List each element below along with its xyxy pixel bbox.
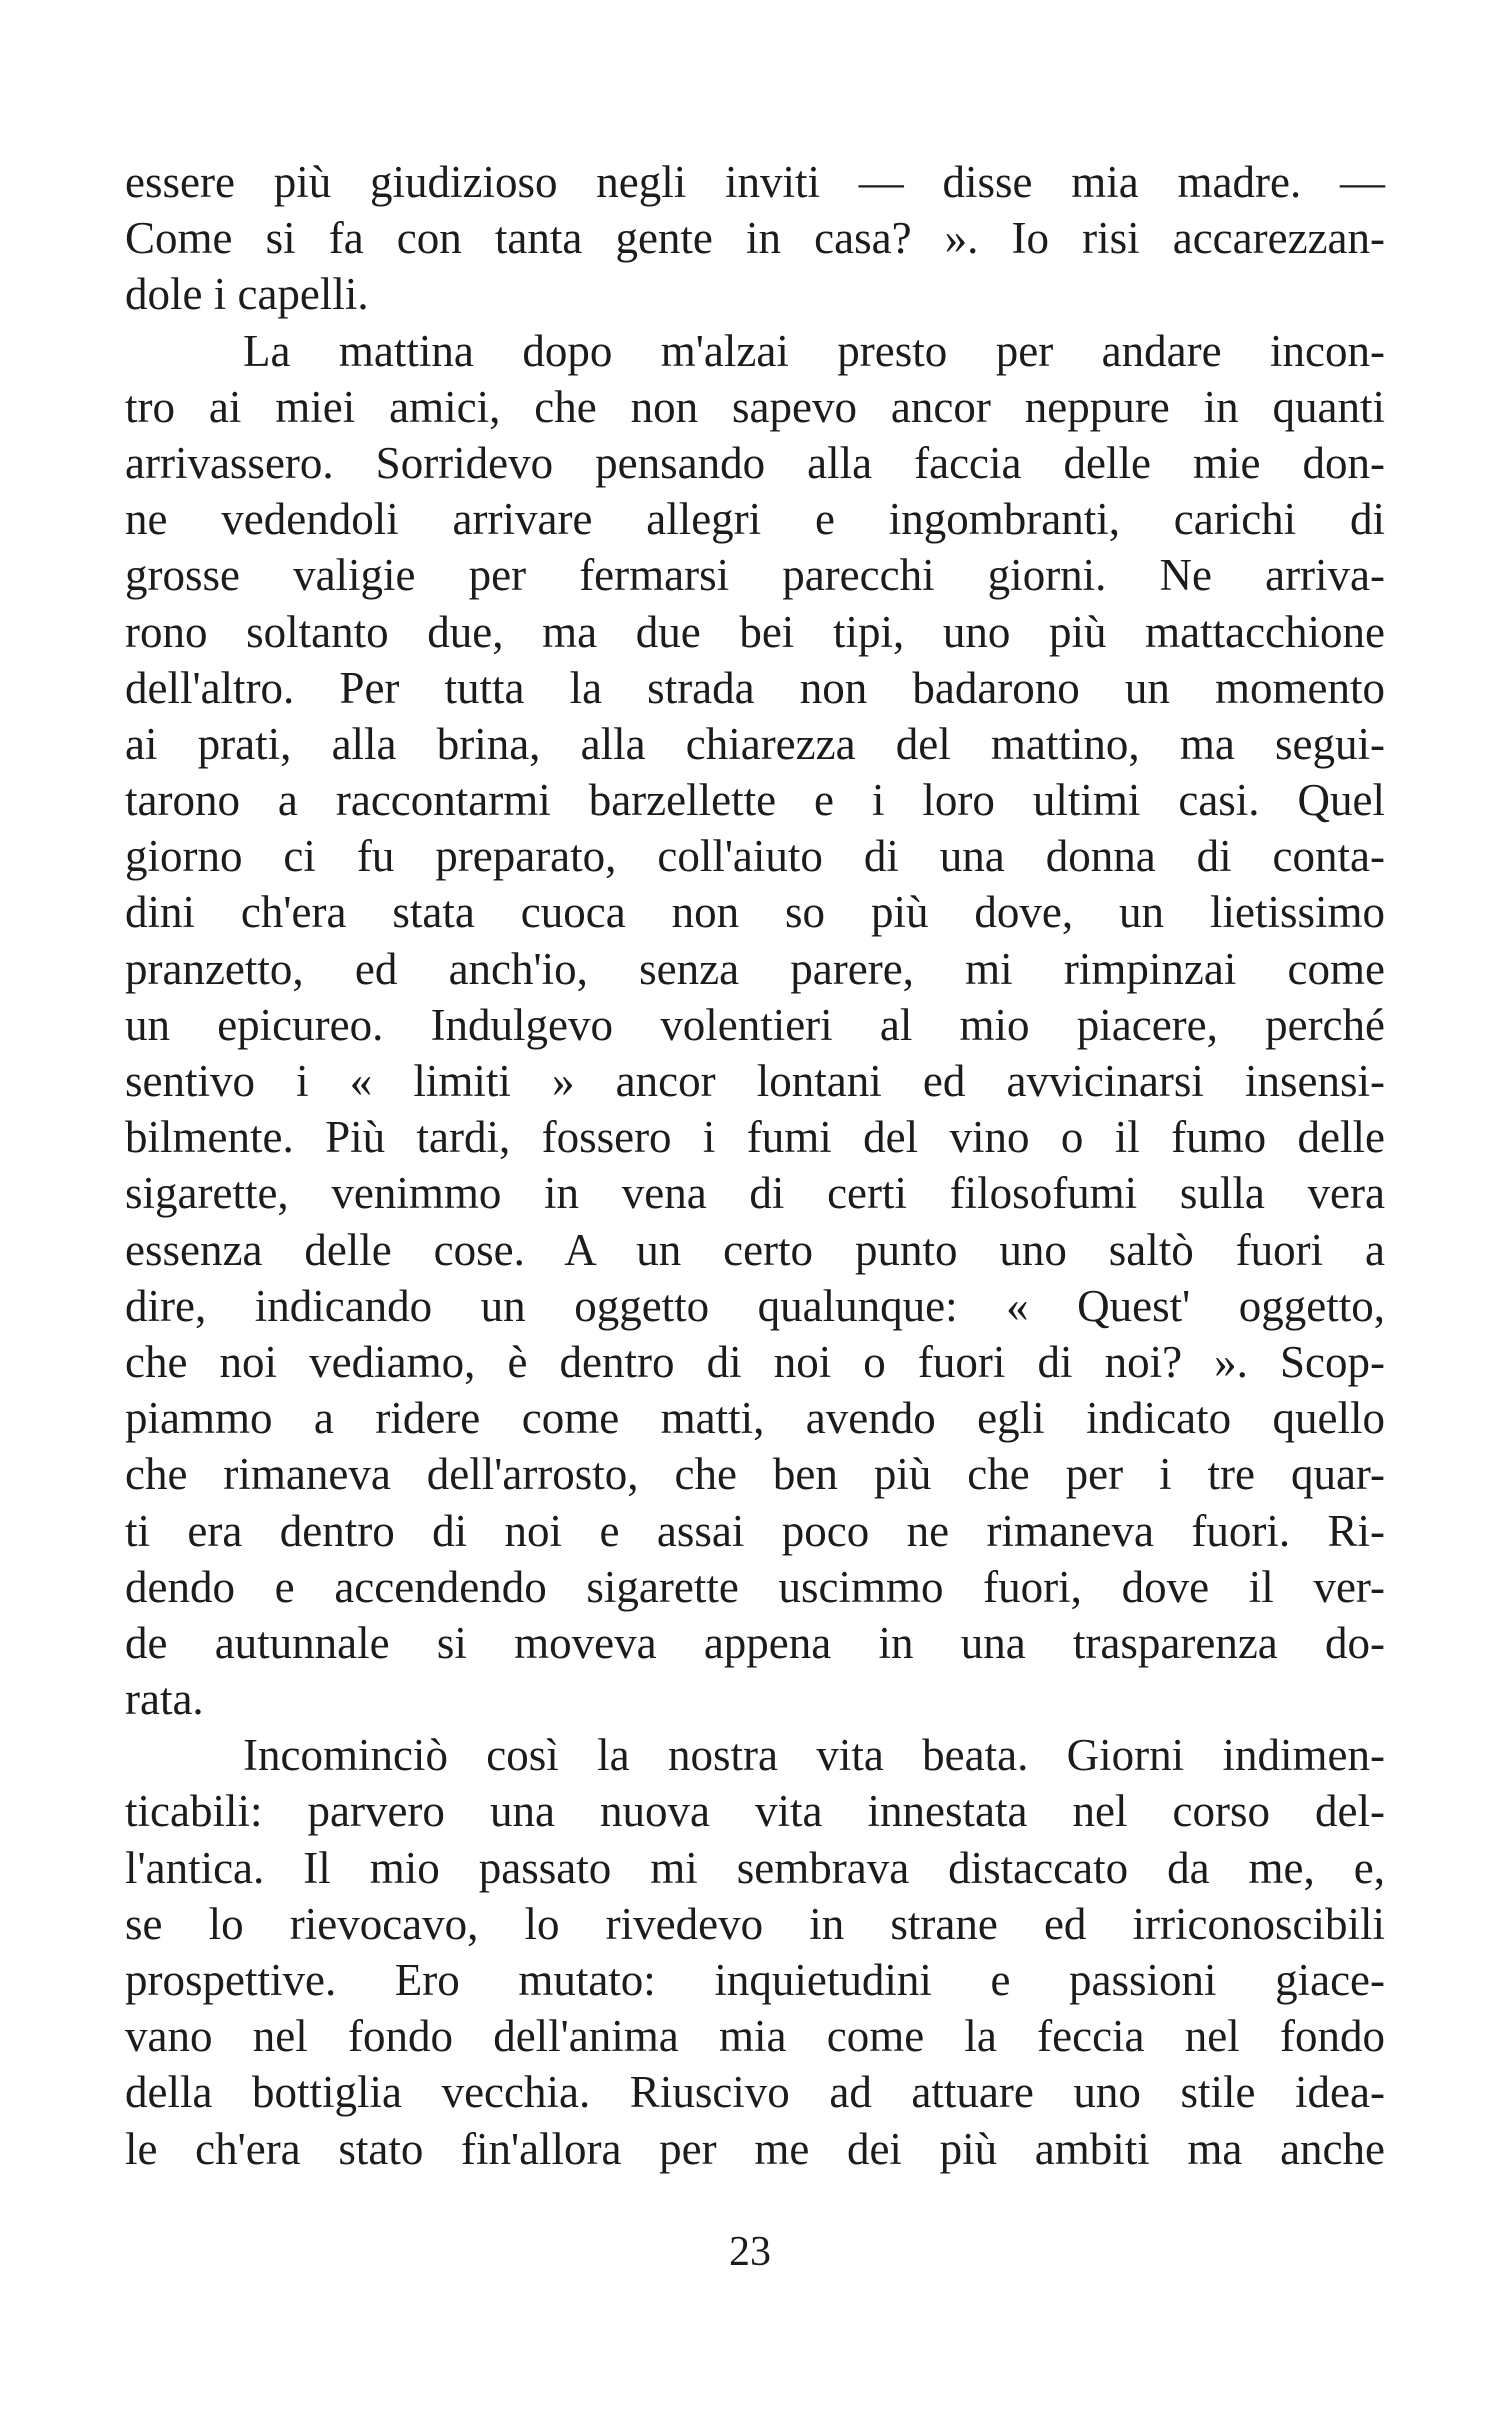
text-line: tarono a raccontarmi barzellette e i loro ultimi casi. Quel [125, 775, 1385, 826]
text-line: dole i capelli. [125, 269, 369, 320]
text-line: Incominciò così la nostra vita beata. Giorni indimen- [243, 1730, 1385, 1781]
page-number: 23 [729, 2229, 771, 2275]
body-text [125, 154, 1385, 2177]
text-line: grosse valigie per fermarsi parecchi giorni. Ne arriva- [125, 550, 1385, 601]
text-line: La mattina dopo m'alzai presto per andare incon- [243, 325, 1385, 376]
text-line: ai prati, alla brina, alla chiarezza del mattino, ma segui- [125, 718, 1385, 769]
text-line: essenza delle cose. A un certo punto uno saltò fuori a [125, 1224, 1385, 1275]
text-line: essere più giudizioso negli inviti — disse mia madre. — [125, 157, 1385, 207]
text-line: rata. [125, 1674, 204, 1725]
text-line: l'antica. Il mio passato mi sembrava distaccato da me, e, [125, 1842, 1385, 1893]
text-line: della bottiglia vecchia. Riuscivo ad attuare uno stile idea- [125, 2067, 1385, 2118]
text-line: ticabili: parvero una nuova vita innestata nel corso del- [125, 1786, 1385, 1837]
text-line: sigarette, venimmo in vena di certi filosofumi sulla vera [125, 1168, 1385, 1219]
text-line: arrivassero. Sorridevo pensando alla faccia delle mie don- [125, 437, 1385, 488]
text-line: dire, indicando un oggetto qualunque: « Quest' oggetto, [125, 1280, 1385, 1331]
text-line: che noi vediamo, è dentro di noi o fuori di noi? ». Scop- [125, 1336, 1385, 1387]
text-line: che rimaneva dell'arrosto, che ben più che per i tre quar- [125, 1449, 1385, 1500]
text-line: ne vedendoli arrivare allegri e ingombranti, carichi di [125, 494, 1385, 545]
text-line: de autunnale si moveva appena in una trasparenza do- [125, 1617, 1385, 1668]
text-line: Come si fa con tanta gente in casa? ». Io risi accarezzan- [125, 213, 1385, 264]
text-line: ti era dentro di noi e assai poco ne rimaneva fuori. Ri- [125, 1505, 1385, 1556]
text-line: le ch'era stato fin'allora per me dei più ambiti ma anche [125, 2123, 1385, 2174]
text-line: piammo a ridere come matti, avendo egli indicato quello [125, 1393, 1385, 1444]
text-line: dendo e accendendo sigarette uscimmo fuori, dove il ver- [125, 1561, 1385, 1612]
text-line: bilmente. Più tardi, fossero i fumi del vino o il fumo delle [125, 1112, 1385, 1163]
text-line: un epicureo. Indulgevo volentieri al mio piacere, perché [125, 999, 1385, 1050]
text-line: se lo rievocavo, lo rivedevo in strane ed irriconoscibili [125, 1898, 1385, 1949]
text-line: giorno ci fu preparato, coll'aiuto di una donna di conta- [125, 831, 1385, 882]
text-line: dell'altro. Per tutta la strada non badarono un momento [125, 662, 1385, 713]
text-line: sentivo i « limiti » ancor lontani ed avvicinarsi insensi- [125, 1056, 1385, 1106]
text-line: rono soltanto due, ma due bei tipi, uno più mattacchione [125, 606, 1385, 657]
text-line: prospettive. Ero mutato: inquietudini e passioni giace- [125, 1955, 1385, 2005]
text-line: dini ch'era stata cuoca non so più dove, un lietissimo [125, 887, 1385, 938]
text-line: pranzetto, ed anch'io, senza parere, mi rimpinzai come [125, 943, 1385, 994]
text-line: tro ai miei amici, che non sapevo ancor neppure in quanti [125, 381, 1385, 432]
text-line: vano nel fondo dell'anima mia come la feccia nel fondo [125, 2011, 1385, 2062]
